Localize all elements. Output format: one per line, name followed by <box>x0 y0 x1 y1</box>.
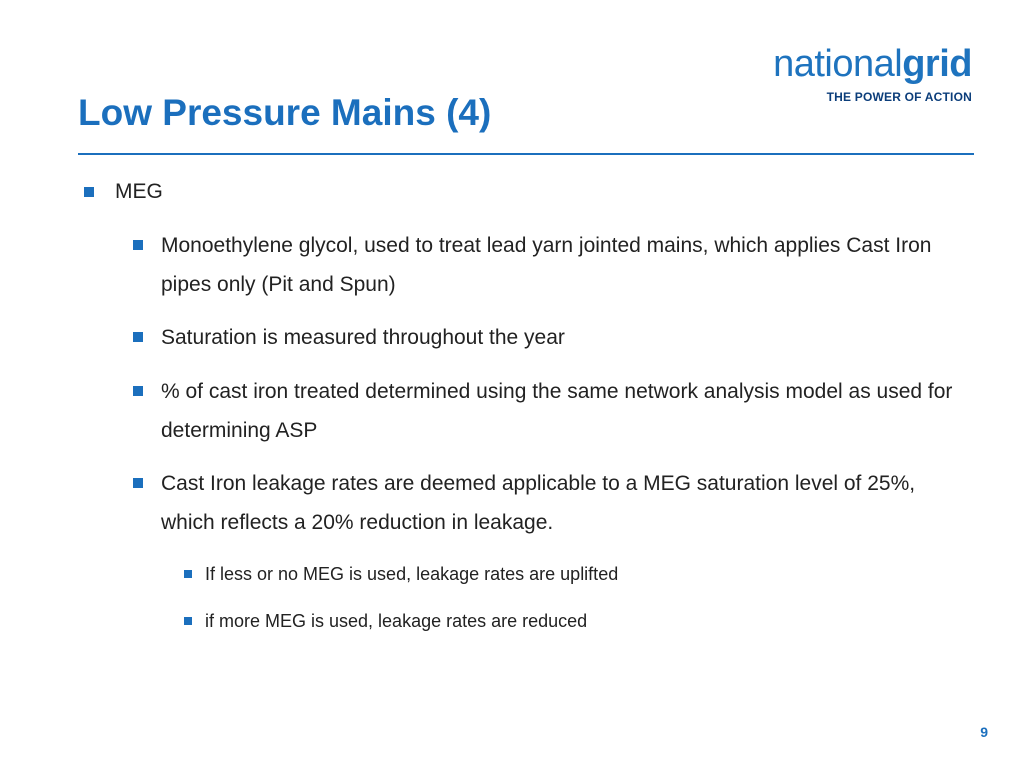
bullet-less-meg <box>184 562 944 586</box>
bullet-text: If less or no MEG is used, leakage rates are uplifted <box>205 564 619 584</box>
bullet-text: Saturation is measured throughout the year <box>161 326 565 349</box>
bullet-text: MEG <box>115 180 163 203</box>
square-bullet-icon <box>184 570 192 578</box>
logo-tagline: THE POWER OF ACTION <box>826 90 972 104</box>
square-bullet-icon <box>133 478 143 488</box>
bullet-cast-iron-treated <box>133 372 953 450</box>
bullet-text: Cast Iron leakage rates are deemed applicable to a MEG saturation level of 25%, which reflects a 20% reduction in leakage. <box>161 472 916 534</box>
bullet-text: Monoethylene glycol, used to treat lead yarn jointed mains, which applies Cast Iron pipes only (Pit and Spun) <box>161 234 932 296</box>
bullet-text: if more MEG is used, leakage rates are reduced <box>205 611 588 631</box>
logo-wordmark <box>773 44 972 84</box>
square-bullet-icon <box>133 386 143 396</box>
bullet-more-meg <box>184 609 944 633</box>
bullet-leakage-rates <box>133 464 953 542</box>
national-grid-logo <box>773 44 972 104</box>
bullet-monoethylene-glycol <box>133 226 953 304</box>
square-bullet-icon <box>84 187 94 197</box>
title-divider <box>78 153 974 155</box>
bullet-text: % of cast iron treated determined using the same network analysis model as used for determining ASP <box>161 380 953 442</box>
bullet-meg <box>84 180 163 204</box>
square-bullet-icon <box>133 240 143 250</box>
slide-title: Low Pressure Mains (4) <box>78 92 492 133</box>
bullet-saturation <box>133 318 953 357</box>
logo-word-light: national <box>773 43 903 85</box>
logo-word-bold: grid <box>902 43 972 85</box>
page-number: 9 <box>980 724 988 740</box>
square-bullet-icon <box>184 617 192 625</box>
square-bullet-icon <box>133 332 143 342</box>
